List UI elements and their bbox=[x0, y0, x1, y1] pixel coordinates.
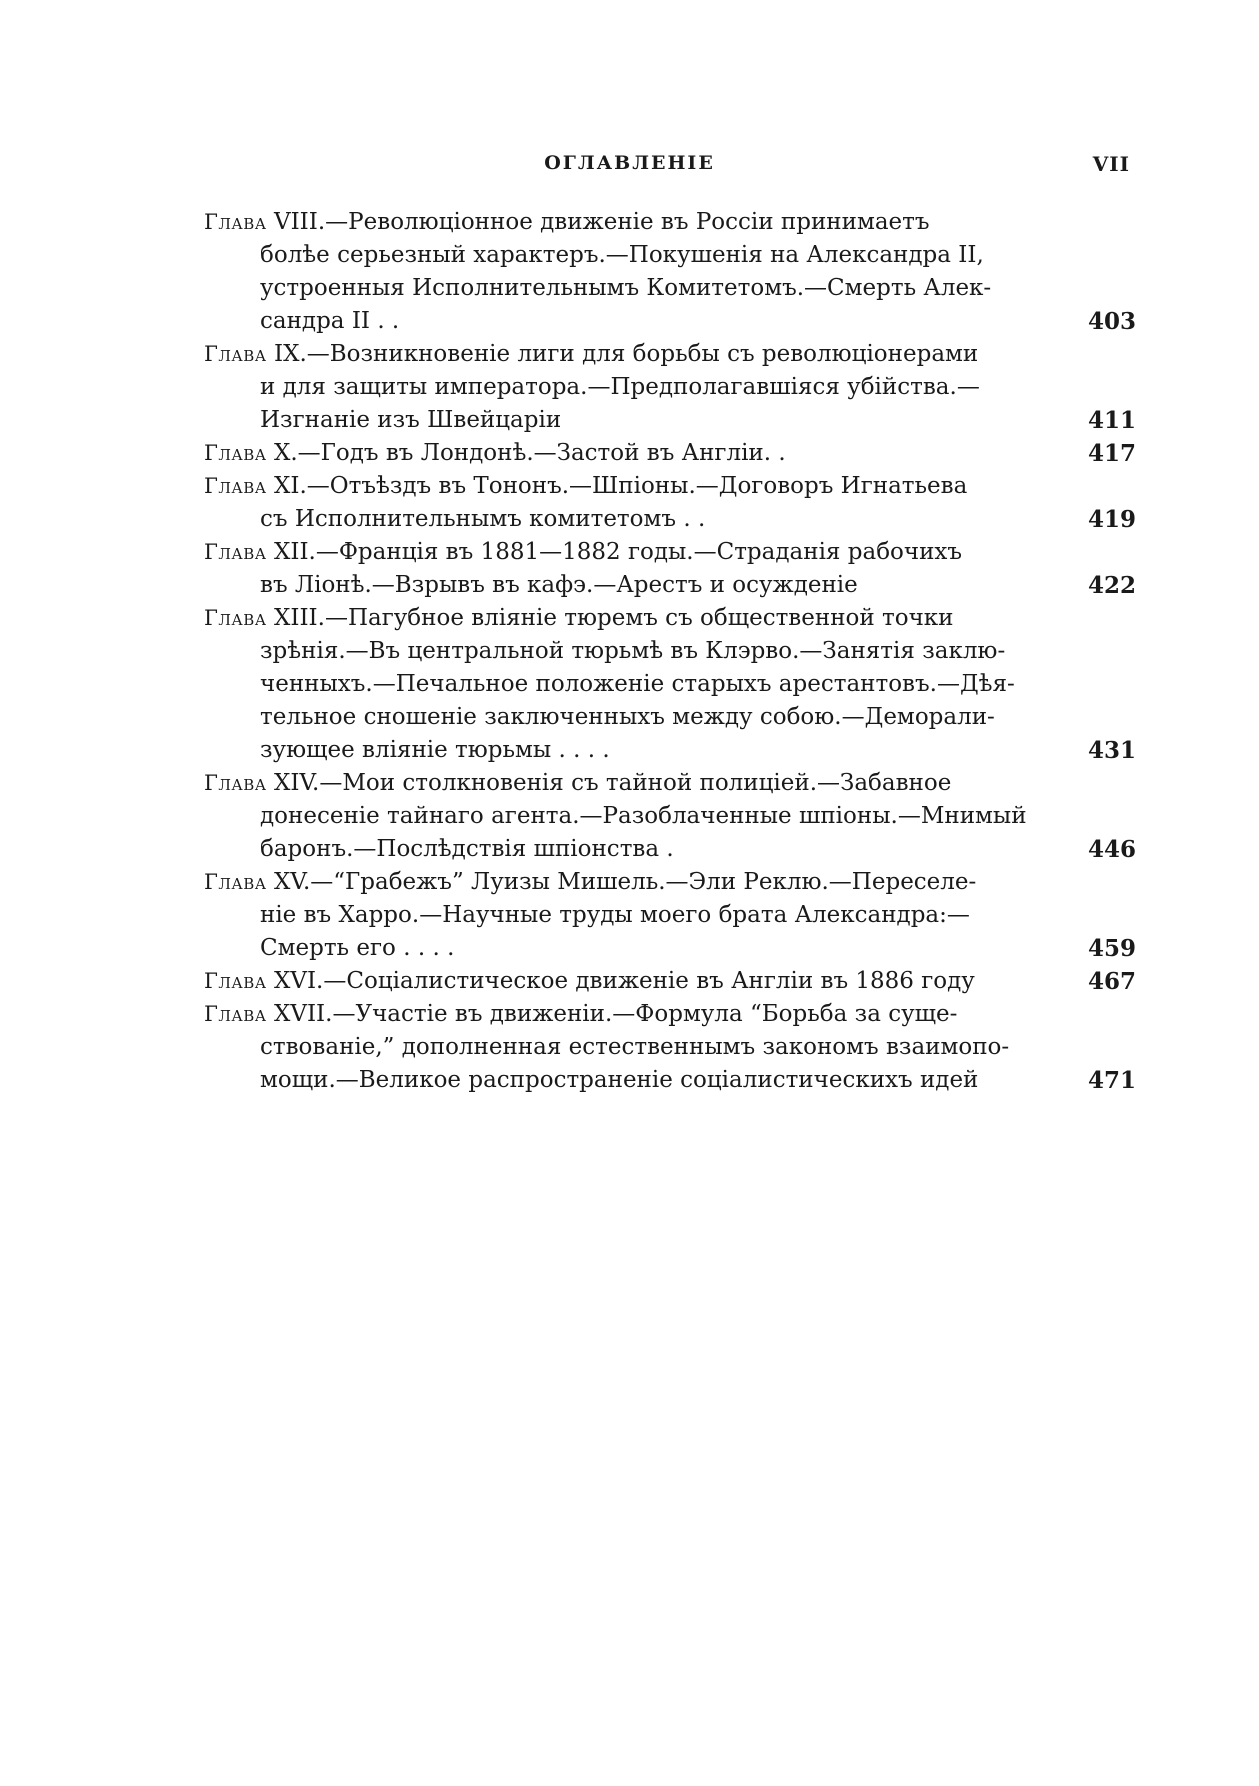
toc-entry bbox=[204, 206, 1136, 338]
toc-page-number: 411 bbox=[1087, 407, 1136, 434]
toc-line bbox=[204, 1064, 1136, 1097]
toc-line-text: болѣе серьезный характеръ.—Покушенія на Александра II, bbox=[260, 242, 984, 268]
toc-page-number: 403 bbox=[1087, 308, 1136, 335]
toc-line bbox=[204, 569, 1136, 602]
toc-line-text: ствованіе,” дополненная естественнымъ закономъ взаимопо- bbox=[260, 1034, 1010, 1060]
toc-line bbox=[204, 338, 1136, 371]
toc-line-text: и для защиты императора.—Предполагавшіяся убійства.— bbox=[260, 374, 980, 400]
toc-line bbox=[204, 536, 1136, 569]
toc-line bbox=[204, 1031, 1136, 1064]
toc-line bbox=[204, 239, 1136, 272]
toc-line bbox=[204, 932, 1136, 965]
toc-entry bbox=[204, 998, 1136, 1097]
chapter-numeral: XII. bbox=[273, 539, 316, 565]
chapter-numeral: XV. bbox=[273, 869, 311, 895]
toc-page-number: 446 bbox=[1087, 836, 1136, 863]
toc-entry bbox=[204, 602, 1136, 767]
page-title: ОГЛАВЛЕНIЕ bbox=[544, 152, 715, 174]
toc-line-text: ніе въ Харро.—Научные труды моего брата Александра:— bbox=[260, 902, 970, 928]
chapter-numeral: XI. bbox=[273, 473, 307, 499]
chapter-numeral: XVI. bbox=[273, 968, 324, 994]
toc-line-text: —Пагубное вліяніе тюремъ съ общественной точки bbox=[324, 605, 954, 631]
toc-line bbox=[204, 602, 1136, 635]
chapter-label: Глава bbox=[204, 1002, 267, 1026]
toc-line bbox=[204, 866, 1136, 899]
toc-line bbox=[204, 965, 1136, 998]
toc-line bbox=[204, 206, 1136, 239]
toc-line bbox=[204, 899, 1136, 932]
toc-line-text: зрѣнія.—Въ центральной тюрьмѣ въ Клэрво.—Занятія заклю- bbox=[260, 638, 1006, 664]
toc-line-text: Смерть его . . . . bbox=[260, 935, 455, 961]
toc-page-number: 422 bbox=[1087, 572, 1136, 599]
toc-entry bbox=[204, 965, 1136, 998]
toc-line-text: —Отъѣздъ въ Тононъ.—Шпіоны.—Договоръ Игнатьева bbox=[306, 473, 968, 499]
toc-line-text: —“Грабежъ” Луизы Мишель.—Эли Реклю.—Переселе- bbox=[310, 869, 977, 895]
toc-line-text: —Соціалистическое движеніе въ Англіи въ 1886 году bbox=[323, 968, 975, 994]
toc-line bbox=[204, 635, 1136, 668]
toc-line-text: съ Исполнительнымъ комитетомъ . . bbox=[260, 506, 706, 532]
toc-line bbox=[204, 305, 1136, 338]
toc-line-text: сандра II . . bbox=[260, 308, 400, 334]
chapter-numeral: IX. bbox=[273, 341, 307, 367]
toc-page-number: 417 bbox=[1087, 440, 1136, 467]
toc-line-text: зующее вліяніе тюрьмы . . . . bbox=[260, 737, 610, 763]
chapter-numeral: XIII. bbox=[273, 605, 325, 631]
chapter-label: Глава bbox=[204, 540, 267, 564]
chapter-label: Глава bbox=[204, 342, 267, 366]
running-head bbox=[0, 152, 1259, 182]
chapter-label: Глава bbox=[204, 870, 267, 894]
toc-line bbox=[204, 404, 1136, 437]
toc-line bbox=[204, 998, 1136, 1031]
toc-line-text: баронъ.—Послѣдствія шпіонства . bbox=[260, 836, 674, 862]
toc-line-text: донесеніе тайнаго агента.—Разоблаченные шпіоны.—Мнимый bbox=[260, 803, 1027, 829]
toc-line-text: —Мои столкновенія съ тайной полиціей.—Забавное bbox=[319, 770, 952, 796]
toc-page-number: 419 bbox=[1087, 506, 1136, 533]
chapter-numeral: XIV. bbox=[273, 770, 320, 796]
toc-entry bbox=[204, 470, 1136, 536]
toc-line bbox=[204, 470, 1136, 503]
toc-entry bbox=[204, 767, 1136, 866]
toc-line bbox=[204, 734, 1136, 767]
toc-line-text: —Годъ въ Лондонѣ.—Застой въ Англіи. . bbox=[297, 440, 786, 466]
table-of-contents bbox=[204, 206, 1136, 1097]
toc-page-number: 471 bbox=[1087, 1067, 1136, 1094]
toc-line bbox=[204, 503, 1136, 536]
chapter-numeral: XVII. bbox=[273, 1001, 333, 1027]
toc-line-text: тельное сношеніе заключенныхъ между собою.—Деморали- bbox=[260, 704, 995, 730]
toc-line bbox=[204, 437, 1136, 470]
toc-page-number: 459 bbox=[1087, 935, 1136, 962]
toc-page-number: 431 bbox=[1087, 737, 1136, 764]
toc-line-text: —Участіе въ движеніи.—Формула “Борьба за суще- bbox=[332, 1001, 958, 1027]
chapter-label: Глава bbox=[204, 969, 267, 993]
toc-line-text: —Революціонное движеніе въ Россіи принимаетъ bbox=[325, 209, 930, 235]
chapter-numeral: VIII. bbox=[273, 209, 326, 235]
toc-line bbox=[204, 833, 1136, 866]
chapter-label: Глава bbox=[204, 771, 267, 795]
chapter-label: Глава bbox=[204, 606, 267, 630]
toc-line-text: ченныхъ.—Печальное положеніе старыхъ арестантовъ.—Дѣя- bbox=[260, 671, 1015, 697]
toc-line-text: —Возникновеніе лиги для борьбы съ революціонерами bbox=[306, 341, 979, 367]
toc-entry bbox=[204, 866, 1136, 965]
toc-line-text: мощи.—Великое распространеніе соціалистическихъ идей bbox=[260, 1067, 979, 1093]
toc-line-text: —Франція въ 1881—1882 годы.—Страданія рабочихъ bbox=[315, 539, 963, 565]
toc-line bbox=[204, 767, 1136, 800]
toc-entry bbox=[204, 338, 1136, 437]
page-number: VII bbox=[1092, 152, 1130, 176]
toc-line-text: Изгнаніе изъ Швейцаріи bbox=[260, 407, 562, 433]
toc-line-text: въ Ліонѣ.—Взрывъ въ кафэ.—Арестъ и осужденіе bbox=[260, 572, 858, 598]
chapter-numeral: X. bbox=[273, 440, 298, 466]
toc-line bbox=[204, 371, 1136, 404]
toc-entry bbox=[204, 437, 1136, 470]
chapter-label: Глава bbox=[204, 210, 267, 234]
toc-line bbox=[204, 701, 1136, 734]
toc-line-text: устроенныя Исполнительнымъ Комитетомъ.—Смерть Алек- bbox=[260, 275, 992, 301]
toc-line bbox=[204, 800, 1136, 833]
chapter-label: Глава bbox=[204, 441, 267, 465]
toc-page-number: 467 bbox=[1087, 968, 1136, 995]
chapter-label: Глава bbox=[204, 474, 267, 498]
toc-entry bbox=[204, 536, 1136, 602]
toc-line bbox=[204, 272, 1136, 305]
toc-line bbox=[204, 668, 1136, 701]
